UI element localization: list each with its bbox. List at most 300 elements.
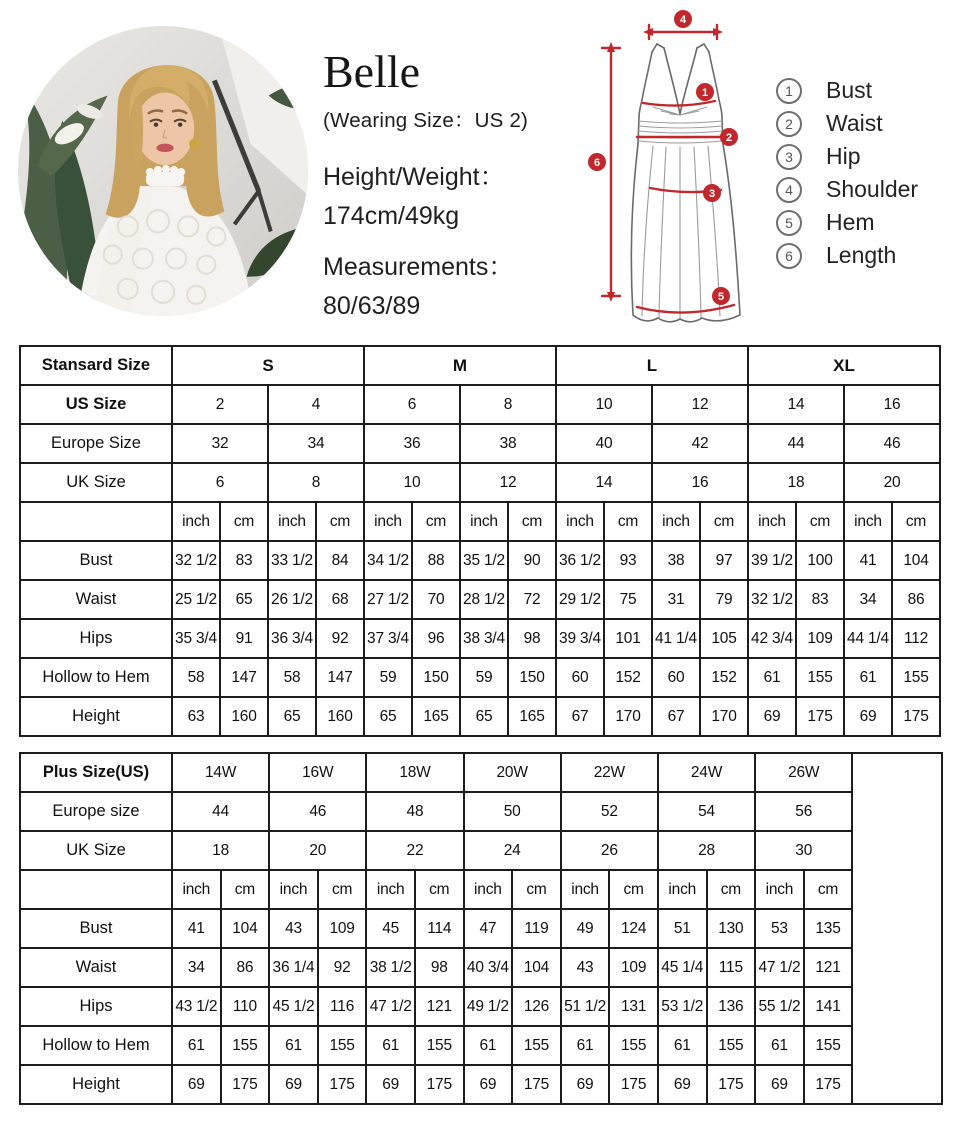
data-cell: 61 <box>844 658 892 697</box>
data-cell: 39 3/4 <box>556 619 604 658</box>
data-cell: 150 <box>412 658 460 697</box>
data-cell: 40 3/4 <box>464 948 513 987</box>
data-cell: 155 <box>512 1026 561 1065</box>
data-cell: 55 1/2 <box>755 987 804 1026</box>
legend-item-bust <box>776 74 918 107</box>
data-cell: 104 <box>221 909 270 948</box>
data-cell: 65 <box>268 697 316 736</box>
measurements-label: Measurements： <box>323 253 514 282</box>
data-cell: 34 <box>172 948 221 987</box>
data-cell: 98 <box>415 948 464 987</box>
data-cell: 36 1/2 <box>556 541 604 580</box>
data-cell: 86 <box>221 948 270 987</box>
circled-number-icon: 6 <box>776 243 802 269</box>
data-cell: 38 3/4 <box>460 619 508 658</box>
data-cell: 22 <box>366 831 463 870</box>
data-cell: 58 <box>172 658 220 697</box>
table-row <box>20 987 942 1026</box>
legend-label: Hip <box>826 143 861 169</box>
data-cell: 155 <box>221 1026 270 1065</box>
data-cell: 175 <box>796 697 844 736</box>
data-cell: 175 <box>318 1065 367 1104</box>
circled-number-icon: 3 <box>776 144 802 170</box>
data-cell: 25 1/2 <box>172 580 220 619</box>
standard-size-table-section <box>19 345 941 737</box>
data-cell: 36 3/4 <box>268 619 316 658</box>
data-cell: 104 <box>892 541 940 580</box>
data-cell: cm <box>221 870 270 909</box>
data-cell: 6 <box>172 463 268 502</box>
data-cell: 61 <box>748 658 796 697</box>
table-row <box>20 385 940 424</box>
plus-size-table <box>19 752 943 1105</box>
data-cell: inch <box>268 502 316 541</box>
row-label-cell: US Size <box>20 385 172 424</box>
data-cell: inch <box>561 870 610 909</box>
data-cell: 175 <box>221 1065 270 1104</box>
data-cell: 155 <box>796 658 844 697</box>
data-cell: 51 <box>658 909 707 948</box>
data-cell: cm <box>415 870 464 909</box>
data-cell: 65 <box>220 580 268 619</box>
data-cell: 28 <box>658 831 755 870</box>
data-cell: 61 <box>658 1026 707 1065</box>
table-row <box>20 619 940 658</box>
data-cell: 109 <box>609 948 658 987</box>
data-cell: 155 <box>892 658 940 697</box>
data-cell: 16 <box>844 385 940 424</box>
legend-label: Shoulder <box>826 176 919 202</box>
model-name: Belle <box>323 46 421 97</box>
data-cell: 14 <box>556 463 652 502</box>
legend-item-length <box>776 239 918 272</box>
data-cell: 155 <box>707 1026 756 1065</box>
data-cell: 16 <box>652 463 748 502</box>
data-cell: 91 <box>220 619 268 658</box>
data-cell: XL <box>748 346 940 385</box>
data-cell: 30 <box>755 831 852 870</box>
table-row <box>20 1065 942 1104</box>
data-cell: 26 <box>561 831 658 870</box>
diagram-point-shoulder: 4 <box>679 14 687 26</box>
data-cell: 175 <box>512 1065 561 1104</box>
data-cell: 92 <box>318 948 367 987</box>
table-row <box>20 424 940 463</box>
data-cell <box>852 753 942 1104</box>
data-cell: 86 <box>892 580 940 619</box>
table-row <box>20 753 942 792</box>
data-cell: 92 <box>316 619 364 658</box>
data-cell: inch <box>172 502 220 541</box>
data-cell: 65 <box>460 697 508 736</box>
data-cell: 38 <box>460 424 556 463</box>
data-cell: cm <box>508 502 556 541</box>
data-cell: 43 1/2 <box>172 987 221 1026</box>
data-cell: 18 <box>748 463 844 502</box>
legend-label: Bust <box>826 77 873 103</box>
model-photo <box>17 25 309 317</box>
data-cell: 105 <box>700 619 748 658</box>
data-cell: 42 3/4 <box>748 619 796 658</box>
data-cell: 41 <box>844 541 892 580</box>
data-cell: 16W <box>269 753 366 792</box>
data-cell: cm <box>609 870 658 909</box>
data-cell: 175 <box>609 1065 658 1104</box>
data-cell: 69 <box>269 1065 318 1104</box>
data-cell: 152 <box>604 658 652 697</box>
row-label-cell: Stansard Size <box>20 346 172 385</box>
data-cell: 65 <box>364 697 412 736</box>
data-cell: 42 <box>652 424 748 463</box>
row-label-cell <box>20 870 172 909</box>
data-cell: 150 <box>508 658 556 697</box>
diagram-point-hip: 3 <box>708 188 716 200</box>
data-cell: 10 <box>364 463 460 502</box>
data-cell: cm <box>604 502 652 541</box>
wearing-size: (Wearing Size：US 2) <box>323 109 529 133</box>
row-label-cell: Bust <box>20 909 172 948</box>
data-cell: 175 <box>707 1065 756 1104</box>
row-label-cell: Hips <box>20 619 172 658</box>
data-cell: 60 <box>652 658 700 697</box>
data-cell: 2 <box>172 385 268 424</box>
data-cell: S <box>172 346 364 385</box>
data-cell: 34 1/2 <box>364 541 412 580</box>
data-cell: 51 1/2 <box>561 987 610 1026</box>
data-cell: 35 3/4 <box>172 619 220 658</box>
data-cell: 141 <box>804 987 853 1026</box>
row-label-cell: UK Size <box>20 831 172 870</box>
data-cell: 45 <box>366 909 415 948</box>
legend-label: Waist <box>826 110 883 136</box>
data-cell: 83 <box>220 541 268 580</box>
data-cell: 46 <box>844 424 940 463</box>
data-cell: inch <box>460 502 508 541</box>
data-cell: 18W <box>366 753 463 792</box>
data-cell: 53 <box>755 909 804 948</box>
data-cell: 12 <box>652 385 748 424</box>
data-cell: 160 <box>316 697 364 736</box>
data-cell: 47 1/2 <box>755 948 804 987</box>
data-cell: cm <box>700 502 748 541</box>
dress-measurement-diagram <box>573 4 777 334</box>
data-cell: L <box>556 346 748 385</box>
data-cell: 155 <box>804 1026 853 1065</box>
data-cell: 10 <box>556 385 652 424</box>
data-cell: 8 <box>268 463 364 502</box>
data-cell: 119 <box>512 909 561 948</box>
data-cell: 34 <box>844 580 892 619</box>
data-cell: 36 <box>364 424 460 463</box>
row-label-cell: Plus Size(US) <box>20 753 172 792</box>
data-cell: 38 <box>652 541 700 580</box>
data-cell: 14 <box>748 385 844 424</box>
data-cell: 49 1/2 <box>464 987 513 1026</box>
data-cell: 175 <box>415 1065 464 1104</box>
table-row <box>20 1026 942 1065</box>
data-cell: cm <box>707 870 756 909</box>
data-cell: 110 <box>221 987 270 1026</box>
data-cell: 69 <box>844 697 892 736</box>
data-cell: 56 <box>755 792 852 831</box>
data-cell: 114 <box>415 909 464 948</box>
data-cell: 32 <box>172 424 268 463</box>
legend-label: Length <box>826 242 897 268</box>
data-cell: inch <box>844 502 892 541</box>
data-cell: 170 <box>604 697 652 736</box>
data-cell: 165 <box>508 697 556 736</box>
data-cell: 60 <box>556 658 604 697</box>
plus-size-table-section <box>19 752 943 1105</box>
data-cell: 83 <box>796 580 844 619</box>
data-cell: 20 <box>269 831 366 870</box>
data-cell: 44 <box>172 792 269 831</box>
data-cell: 72 <box>508 580 556 619</box>
legend-item-shoulder <box>776 173 918 206</box>
data-cell: 90 <box>508 541 556 580</box>
data-cell: 41 <box>172 909 221 948</box>
data-cell: 4 <box>268 385 364 424</box>
data-cell: 155 <box>318 1026 367 1065</box>
data-cell: 63 <box>172 697 220 736</box>
data-cell: 155 <box>415 1026 464 1065</box>
data-cell: 61 <box>561 1026 610 1065</box>
data-cell: 69 <box>464 1065 513 1104</box>
data-cell: 152 <box>700 658 748 697</box>
data-cell: 84 <box>316 541 364 580</box>
data-cell: 61 <box>172 1026 221 1065</box>
data-cell: 49 <box>561 909 610 948</box>
data-cell: 61 <box>269 1026 318 1065</box>
data-cell: 22W <box>561 753 658 792</box>
data-cell: 61 <box>366 1026 415 1065</box>
data-cell: 131 <box>609 987 658 1026</box>
data-cell: 59 <box>364 658 412 697</box>
row-label-cell: Height <box>20 1065 172 1104</box>
row-label-cell: UK Size <box>20 463 172 502</box>
table-row <box>20 909 942 948</box>
data-cell: 130 <box>707 909 756 948</box>
data-cell: 20 <box>844 463 940 502</box>
data-cell: 53 1/2 <box>658 987 707 1026</box>
data-cell: 88 <box>412 541 460 580</box>
data-cell: 121 <box>415 987 464 1026</box>
data-cell: 97 <box>700 541 748 580</box>
legend-label: Hem <box>826 209 875 235</box>
data-cell: 24W <box>658 753 755 792</box>
table-row <box>20 831 942 870</box>
data-cell: 35 1/2 <box>460 541 508 580</box>
data-cell: 37 3/4 <box>364 619 412 658</box>
data-cell: cm <box>804 870 853 909</box>
data-cell: 40 <box>556 424 652 463</box>
data-cell: inch <box>652 502 700 541</box>
data-cell: inch <box>748 502 796 541</box>
data-cell: 109 <box>796 619 844 658</box>
data-cell: cm <box>316 502 364 541</box>
data-cell: 69 <box>748 697 796 736</box>
table-row <box>20 580 940 619</box>
data-cell: 29 1/2 <box>556 580 604 619</box>
data-cell: 69 <box>172 1065 221 1104</box>
data-cell: M <box>364 346 556 385</box>
data-cell: cm <box>512 870 561 909</box>
data-cell: 43 <box>269 909 318 948</box>
data-cell: 112 <box>892 619 940 658</box>
data-cell: 121 <box>804 948 853 987</box>
data-cell: 47 1/2 <box>366 987 415 1026</box>
data-cell: 67 <box>556 697 604 736</box>
data-cell: 160 <box>220 697 268 736</box>
data-cell: 32 1/2 <box>172 541 220 580</box>
data-cell: 165 <box>412 697 460 736</box>
data-cell: 109 <box>318 909 367 948</box>
data-cell: 93 <box>604 541 652 580</box>
data-cell: 50 <box>464 792 561 831</box>
data-cell: 14W <box>172 753 269 792</box>
data-cell: 34 <box>268 424 364 463</box>
diagram-point-hem: 5 <box>717 291 725 303</box>
measurements-value: 80/63/89 <box>323 292 421 321</box>
table-row <box>20 948 942 987</box>
data-cell: 6 <box>364 385 460 424</box>
data-cell: 28 1/2 <box>460 580 508 619</box>
data-cell: 45 1/2 <box>269 987 318 1026</box>
data-cell: 96 <box>412 619 460 658</box>
model-info-block <box>323 48 573 321</box>
data-cell: inch <box>366 870 415 909</box>
data-cell: cm <box>892 502 940 541</box>
data-cell: 98 <box>508 619 556 658</box>
data-cell: 31 <box>652 580 700 619</box>
data-cell: 70 <box>412 580 460 619</box>
row-label-cell: Height <box>20 697 172 736</box>
diagram-point-waist: 2 <box>725 132 733 144</box>
row-label-cell: Hollow to Hem <box>20 658 172 697</box>
data-cell: 135 <box>804 909 853 948</box>
data-cell: 67 <box>652 697 700 736</box>
data-cell: 136 <box>707 987 756 1026</box>
circled-number-icon: 2 <box>776 111 802 137</box>
data-cell: 124 <box>609 909 658 948</box>
data-cell: 170 <box>700 697 748 736</box>
data-cell: inch <box>556 502 604 541</box>
data-cell: 175 <box>804 1065 853 1104</box>
data-cell: inch <box>755 870 804 909</box>
data-cell: 26 1/2 <box>268 580 316 619</box>
table-row <box>20 346 940 385</box>
data-cell: 75 <box>604 580 652 619</box>
standard-size-table <box>19 345 941 737</box>
data-cell: 100 <box>796 541 844 580</box>
data-cell: cm <box>318 870 367 909</box>
table-row <box>20 541 940 580</box>
data-cell: 115 <box>707 948 756 987</box>
data-cell: 69 <box>658 1065 707 1104</box>
data-cell: 24 <box>464 831 561 870</box>
data-cell: inch <box>464 870 513 909</box>
data-cell: 126 <box>512 987 561 1026</box>
table-row <box>20 792 942 831</box>
circled-number-icon: 4 <box>776 177 802 203</box>
legend-item-waist <box>776 107 918 140</box>
data-cell: 44 <box>748 424 844 463</box>
data-cell: 79 <box>700 580 748 619</box>
data-cell: 26W <box>755 753 852 792</box>
row-label-cell: Waist <box>20 580 172 619</box>
row-label-cell: Hollow to Hem <box>20 1026 172 1065</box>
data-cell: 20W <box>464 753 561 792</box>
row-label-cell: Waist <box>20 948 172 987</box>
legend-item-hem <box>776 206 918 239</box>
data-cell: 58 <box>268 658 316 697</box>
row-label-cell: Europe Size <box>20 424 172 463</box>
data-cell: 61 <box>755 1026 804 1065</box>
height-weight-label: Height/Weight： <box>323 163 505 192</box>
data-cell: 61 <box>464 1026 513 1065</box>
data-cell: 155 <box>609 1026 658 1065</box>
measurement-legend <box>776 74 918 272</box>
data-cell: 147 <box>316 658 364 697</box>
data-cell: 147 <box>220 658 268 697</box>
data-cell: inch <box>364 502 412 541</box>
data-cell: 54 <box>658 792 755 831</box>
row-label-cell: Bust <box>20 541 172 580</box>
data-cell: 41 1/4 <box>652 619 700 658</box>
row-label-cell: Europe size <box>20 792 172 831</box>
data-cell: 39 1/2 <box>748 541 796 580</box>
data-cell: 38 1/2 <box>366 948 415 987</box>
data-cell: 116 <box>318 987 367 1026</box>
data-cell: cm <box>220 502 268 541</box>
data-cell: 69 <box>561 1065 610 1104</box>
data-cell: cm <box>796 502 844 541</box>
data-cell: 52 <box>561 792 658 831</box>
data-cell: 68 <box>316 580 364 619</box>
data-cell: 36 1/4 <box>269 948 318 987</box>
data-cell: 101 <box>604 619 652 658</box>
height-weight-value: 174cm/49kg <box>323 202 460 231</box>
table-row <box>20 658 940 697</box>
table-row <box>20 870 942 909</box>
circled-number-icon: 1 <box>776 78 802 104</box>
data-cell: 69 <box>755 1065 804 1104</box>
data-cell: inch <box>269 870 318 909</box>
table-row <box>20 463 940 502</box>
data-cell: 48 <box>366 792 463 831</box>
data-cell: 69 <box>366 1065 415 1104</box>
data-cell: 44 1/4 <box>844 619 892 658</box>
data-cell: 104 <box>512 948 561 987</box>
data-cell: 12 <box>460 463 556 502</box>
data-cell: inch <box>658 870 707 909</box>
data-cell: inch <box>172 870 221 909</box>
data-cell: 18 <box>172 831 269 870</box>
circled-number-icon: 5 <box>776 210 802 236</box>
diagram-point-length: 6 <box>593 157 601 169</box>
data-cell: 45 1/4 <box>658 948 707 987</box>
data-cell: 43 <box>561 948 610 987</box>
table-row <box>20 697 940 736</box>
diagram-point-bust: 1 <box>701 87 709 99</box>
data-cell: 32 1/2 <box>748 580 796 619</box>
data-cell: 33 1/2 <box>268 541 316 580</box>
table-row <box>20 502 940 541</box>
data-cell: 46 <box>269 792 366 831</box>
legend-item-hip <box>776 140 918 173</box>
data-cell: 27 1/2 <box>364 580 412 619</box>
data-cell: 8 <box>460 385 556 424</box>
